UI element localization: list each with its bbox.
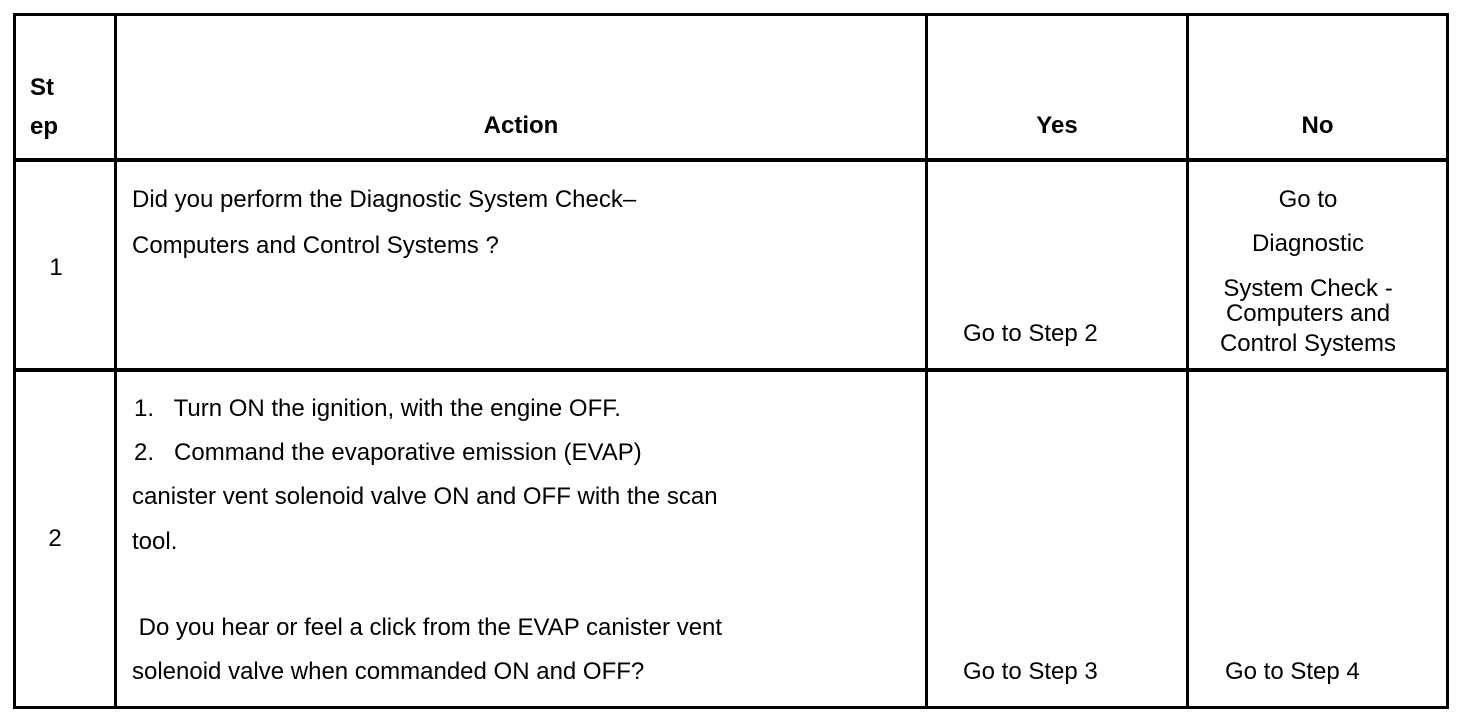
row2-yes-result: Go to Step 3 bbox=[963, 658, 1098, 685]
table-border-right bbox=[1446, 13, 1449, 709]
row1-no-line1: Go to bbox=[1278, 186, 1338, 213]
header-action: Action bbox=[483, 112, 559, 139]
row1-no-line4: Computers and bbox=[1225, 300, 1391, 327]
header-divider bbox=[13, 158, 1449, 162]
row2-action-line3: canister vent solenoid valve ON and OFF with the scan bbox=[132, 483, 718, 510]
table-border-bottom bbox=[13, 706, 1449, 709]
row1-no-line2: Diagnostic bbox=[1251, 230, 1365, 257]
header-no: No bbox=[1301, 112, 1334, 139]
header-step-line2: ep bbox=[30, 113, 59, 140]
row2-no-result: Go to Step 4 bbox=[1225, 658, 1360, 685]
row2-action-line4: tool. bbox=[132, 528, 178, 555]
row2-action-line5: Do you hear or feel a click from the EVAP canister vent bbox=[132, 614, 723, 641]
row1-yes-result: Go to Step 2 bbox=[963, 320, 1098, 347]
table-border-left bbox=[13, 13, 16, 709]
header-step-line1: St bbox=[30, 74, 54, 101]
header-yes: Yes bbox=[1036, 112, 1078, 139]
row1-action-line2: Computers and Control Systems ? bbox=[132, 232, 499, 259]
table-border-top bbox=[13, 13, 1449, 16]
row-divider bbox=[13, 368, 1449, 372]
row2-action-line1: 1. Turn ON the ignition, with the engine OFF. bbox=[134, 395, 621, 422]
row1-step-number: 1 bbox=[49, 254, 63, 281]
row2-action-line2: 2. Command the evaporative emission (EVAP) bbox=[134, 439, 642, 466]
row1-no-line5: Control Systems bbox=[1219, 330, 1397, 357]
row2-action-line6: solenoid valve when commanded ON and OFF? bbox=[132, 658, 645, 685]
row2-step-number: 2 bbox=[48, 525, 62, 552]
row1-action-line1: Did you perform the Diagnostic System Check– bbox=[132, 186, 637, 213]
row1-no-line3: System Check - bbox=[1223, 275, 1393, 302]
